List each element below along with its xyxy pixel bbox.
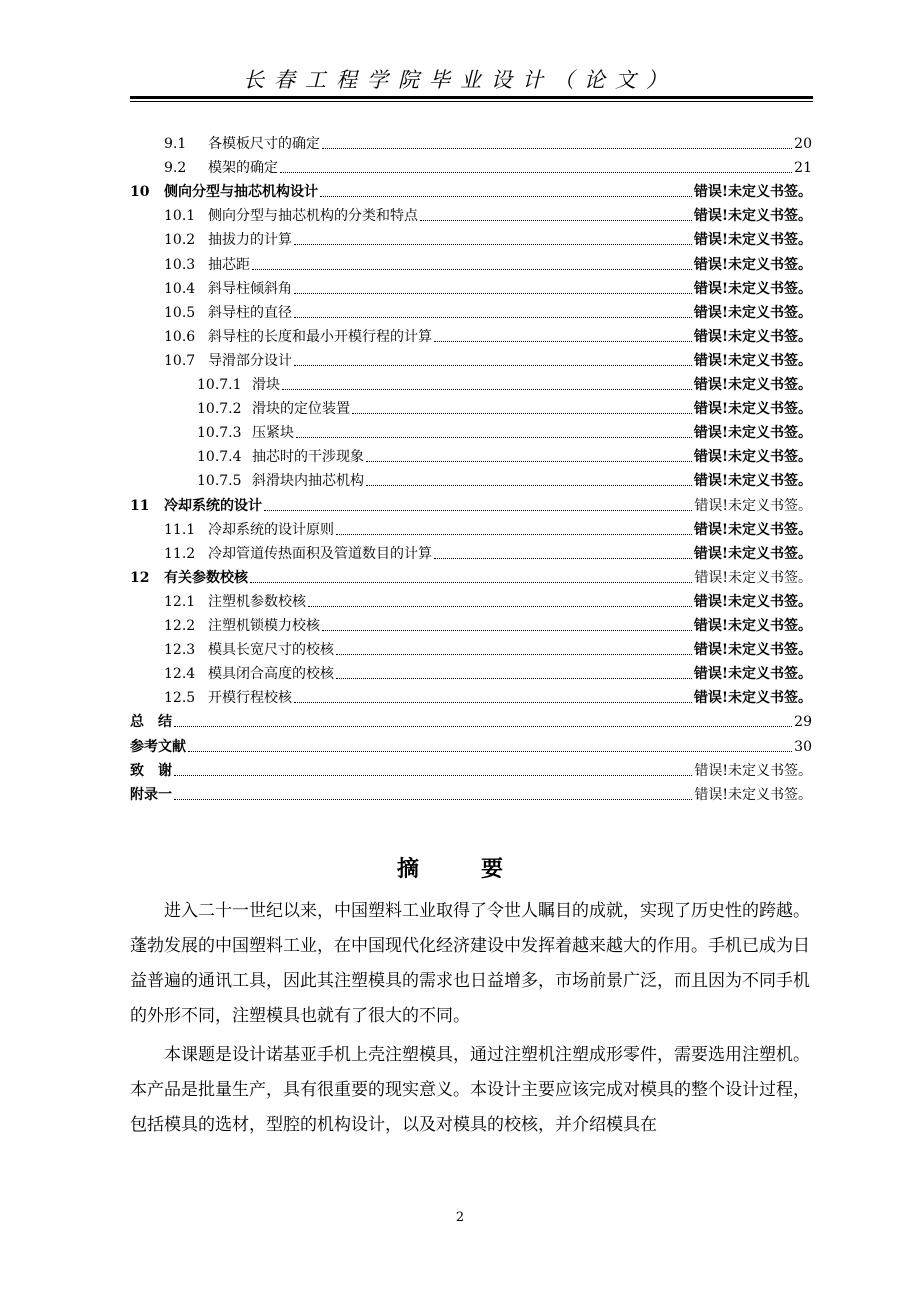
toc-title: 致 谢 [130,762,172,779]
toc-row[interactable] [0,325,920,349]
toc-dot-leader [336,533,692,535]
toc-page-number: 错误!未定义书签。 [694,762,812,779]
toc-row[interactable] [0,373,920,397]
toc-title: 抽芯距 [208,256,250,273]
toc-number: 12 [130,569,150,586]
toc-page-number: 30 [794,738,812,755]
toc-number: 10.4 [164,280,196,297]
toc-page-number: 错误!未定义书签。 [693,304,812,321]
toc-dot-leader [174,798,692,800]
toc-title: 抽芯时的干涉现象 [252,449,364,466]
toc-number: 10.7.3 [197,425,242,442]
toc-dot-leader [366,460,692,462]
toc-title: 抽拔力的计算 [208,232,292,249]
toc-page-number: 错误!未定义书签。 [693,256,812,273]
toc-page-number: 错误!未定义书签。 [693,473,812,490]
toc-page-number: 20 [794,136,812,152]
toc-row[interactable] [0,783,920,807]
toc-number: 12.1 [164,593,196,610]
toc-page-number: 错误!未定义书签。 [693,232,812,249]
toc-row[interactable] [0,469,920,493]
toc-dot-leader [296,436,692,438]
toc-title: 模架的确定 [208,160,278,177]
toc-row[interactable] [0,397,920,421]
toc-dot-leader [294,292,692,294]
toc-title: 导滑部分设计 [208,352,292,369]
toc-row[interactable] [0,735,920,759]
toc-title: 模具长宽尺寸的校核 [208,642,334,659]
toc-page-number: 错误!未定义书签。 [693,593,812,610]
toc-page-number: 错误!未定义书签。 [693,521,812,538]
toc-title: 附录一 [130,786,172,803]
toc-title: 滑块的定位装置 [252,401,350,418]
toc-dot-leader [264,509,692,511]
toc-row[interactable] [0,759,920,783]
toc-row[interactable] [0,494,920,518]
toc-page-number: 21 [794,160,812,177]
toc-title: 各模板尺寸的确定 [208,136,320,152]
toc-page-number: 错误!未定义书签。 [694,497,812,514]
toc-title: 注塑机参数校核 [208,593,306,610]
toc-row[interactable] [0,445,920,469]
toc-row[interactable] [0,710,920,734]
toc-number: 10.1 [164,208,196,225]
toc-row[interactable] [0,686,920,710]
toc-row[interactable] [0,204,920,228]
toc-number: 10.7.4 [197,449,242,466]
toc-title: 冷却系统的设计 [164,497,262,514]
toc-title: 滑块 [252,377,280,393]
toc-dot-leader [434,340,692,342]
toc-number: 10.7.1 [197,377,242,393]
abstract-paragraph: 进入二十一世纪以来，中国塑料工业取得了令世人瞩目的成就，实现了历史性的跨越。蓬勃发展的中国塑料工业，在中国现代化经济建设中发挥着越来越大的作用。手机已成为日益普遍的通讯工具，因此其注塑模具的需求也日益增多，市场前景广泛，而且因为不同手机的外形不同，注塑模具也就有了很大的不同。 [130,901,810,1026]
toc-title: 开模行程校核 [208,690,292,707]
toc-dot-leader [280,171,792,173]
toc-page-number: 错误!未定义书签。 [694,569,812,586]
toc-row[interactable] [0,518,920,542]
toc-row[interactable] [0,277,920,301]
toc-row[interactable] [0,566,920,590]
toc-number: 11.1 [164,521,196,538]
toc-dot-leader [320,195,692,197]
toc-dot-leader [282,388,692,390]
toc-row[interactable] [0,638,920,662]
abstract-body [130,894,810,1147]
toc-number: 10.6 [164,328,196,345]
toc-number: 10.7.5 [197,473,242,490]
abstract-heading: 摘 要 [396,857,523,882]
toc-page-number: 错误!未定义书签。 [693,328,812,345]
toc-title: 侧向分型与抽芯机构设计 [164,184,318,201]
toc-number: 12.2 [164,618,196,634]
toc-page-number: 错误!未定义书签。 [693,690,812,707]
toc-row[interactable] [0,662,920,686]
toc-dot-leader [322,147,792,149]
toc-title: 有关参数校核 [164,569,248,586]
abstract-paragraph: 本课题是设计诺基亚手机上壳注塑模具，通过注塑机注塑成形零件，需要选用注塑机。本产品是批量生产，具有很重要的现实意义。本设计主要应该完成对模具的整个设计过程，包括模具的选材，型腔的机构设计，以及对模具的校核，并介绍模具在 [130,1045,810,1135]
toc-number: 12.3 [164,642,196,659]
toc-dot-leader [294,364,692,366]
toc-number: 10.5 [164,304,196,321]
toc-page-number: 错误!未定义书签。 [693,618,812,634]
toc-dot-leader [294,316,692,318]
header-title: 长春工程学院毕业设计（论文） [243,68,677,92]
toc-title: 冷却管道传热面积及管道数目的计算 [208,545,432,562]
toc-title: 斜导柱的长度和最小开模行程的计算 [208,328,432,345]
toc-page-number: 错误!未定义书签。 [693,377,812,393]
toc-dot-leader [294,243,692,245]
toc-page-number: 错误!未定义书签。 [693,545,812,562]
toc-number: 12.4 [164,666,196,683]
toc-dot-leader [294,701,692,703]
toc-title: 模具闭合高度的校核 [208,666,334,683]
toc-page-number: 错误!未定义书签。 [693,401,812,418]
toc-dot-leader [174,725,792,727]
toc-dot-leader [336,677,692,679]
toc-page-number: 29 [794,714,812,731]
toc-number: 10.7 [164,352,196,369]
toc-number: 12.5 [164,690,196,707]
toc-page-number: 错误!未定义书签。 [693,666,812,683]
toc-page-number: 错误!未定义书签。 [693,208,812,225]
toc-row[interactable] [0,349,920,373]
toc-number: 11.2 [164,545,196,562]
toc-page-number: 错误!未定义书签。 [693,184,812,201]
toc-dot-leader [366,484,692,486]
toc-number: 9.1 [164,136,187,152]
toc-number: 10.3 [164,256,196,273]
toc-title: 斜导柱的直径 [208,304,292,321]
toc-dot-leader [250,581,692,583]
toc-row[interactable] [0,421,920,445]
toc-title: 侧向分型与抽芯机构的分类和特点 [208,208,418,225]
toc-row[interactable] [0,132,920,156]
toc-number: 10 [130,184,150,201]
page-number: 2 [455,1210,465,1225]
toc-row[interactable] [0,228,920,252]
toc-number: 10.7.2 [197,401,242,418]
toc-row[interactable] [0,253,920,277]
header-rule-thin [130,101,813,102]
toc-dot-leader [420,219,692,221]
toc-title: 注塑机锁模力校核 [208,618,320,634]
toc-row[interactable] [0,590,920,614]
toc-title: 总 结 [130,714,172,731]
toc-dot-leader [188,750,792,752]
toc-row[interactable] [0,301,920,325]
toc-page-number: 错误!未定义书签。 [694,786,812,803]
toc-dot-leader [322,629,692,631]
header-rule [130,96,813,99]
toc-page-number: 错误!未定义书签。 [693,280,812,297]
toc-number: 9.2 [164,160,187,177]
toc-dot-leader [434,557,692,559]
toc-title: 斜滑块内抽芯机构 [252,473,364,490]
toc-page-number: 错误!未定义书签。 [693,425,812,442]
toc-dot-leader [252,268,692,270]
toc-row[interactable] [0,542,920,566]
toc-title: 斜导柱倾斜角 [208,280,292,297]
toc-page-number: 错误!未定义书签。 [693,449,812,466]
toc-dot-leader [308,605,692,607]
toc-title: 参考文献 [130,738,186,755]
toc-page-number: 错误!未定义书签。 [693,352,812,369]
toc-row[interactable] [0,156,920,180]
toc-dot-leader [352,412,692,414]
toc-page-number: 错误!未定义书签。 [693,642,812,659]
toc-number: 10.2 [164,232,196,249]
toc-row[interactable] [0,614,920,638]
toc-title: 压紧块 [252,425,294,442]
toc-number: 11 [130,497,150,514]
toc-dot-leader [174,774,692,776]
toc-dot-leader [336,653,692,655]
toc-row[interactable] [0,180,920,204]
toc-title: 冷却系统的设计原则 [208,521,334,538]
